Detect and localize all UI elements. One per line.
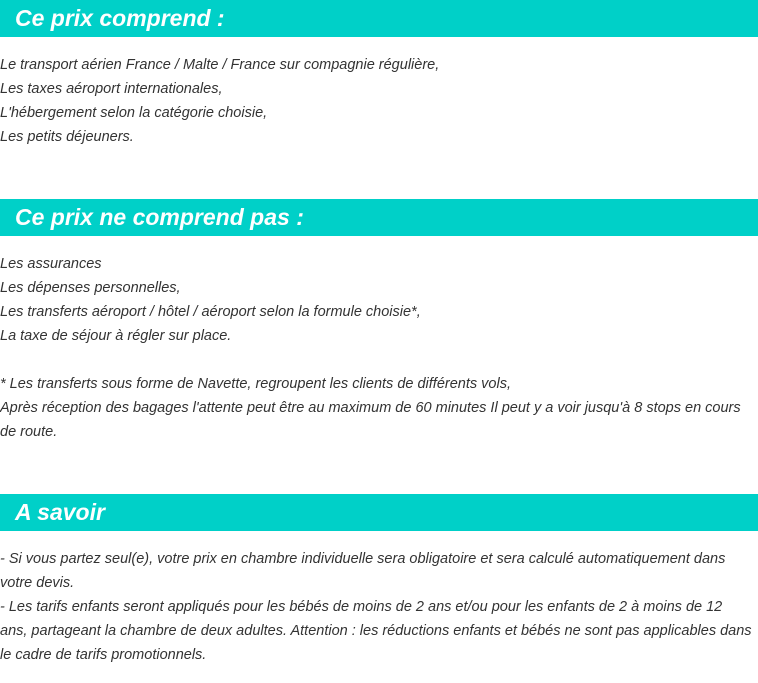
included-item: Le transport aérien France / Malte / France sur compagnie régulière, [0,57,440,73]
included-item: L'hébergement selon la catégorie choisie, [0,105,268,121]
children-rates-paragraph: - Les tarifs enfants seront appliqués pour les bébés de moins de 2 ans et/ou pour les enfants de 2 à moins de 12 ans, partageant la chambre de deux adultes. Attention : les réductions enfants et bébés ne sont pas applicables dans le cadre de tarifs promotionnels. [0,599,752,663]
included-item: Les petits déjeuners. [0,129,134,145]
good-to-know-text [0,547,752,667]
good-to-know-title: A savoir [15,499,105,525]
included-title: Ce prix comprend : [15,5,225,31]
excluded-list [0,252,752,444]
excluded-item: Les dépenses personnelles, [0,280,181,296]
single-room-paragraph: - Si vous partez seul(e), votre prix en chambre individuelle sera obligatoire et sera calculé automatiquement dans votre devis. [0,551,726,591]
transfer-note-line: * Les transferts sous forme de Navette, regroupent les clients de différents vols, [0,376,511,392]
excluded-item: Les assurances [0,256,102,272]
included-item: Les taxes aéroport internationales, [0,81,223,97]
excluded-item: Les transferts aéroport / hôtel / aéroport selon la formule choisie*, [0,304,421,320]
included-header [0,0,758,37]
transfer-note-detail: Après réception des bagages l'attente peut être au maximum de 60 minutes Il peut y a voir jusqu'à 8 stops en cours de route. [0,400,741,440]
excluded-item: La taxe de séjour à régler sur place. [0,328,232,344]
spacer [0,348,752,372]
included-list [0,53,752,149]
excluded-header [0,199,758,236]
good-to-know-header [0,494,758,531]
excluded-title: Ce prix ne comprend pas : [15,204,304,230]
